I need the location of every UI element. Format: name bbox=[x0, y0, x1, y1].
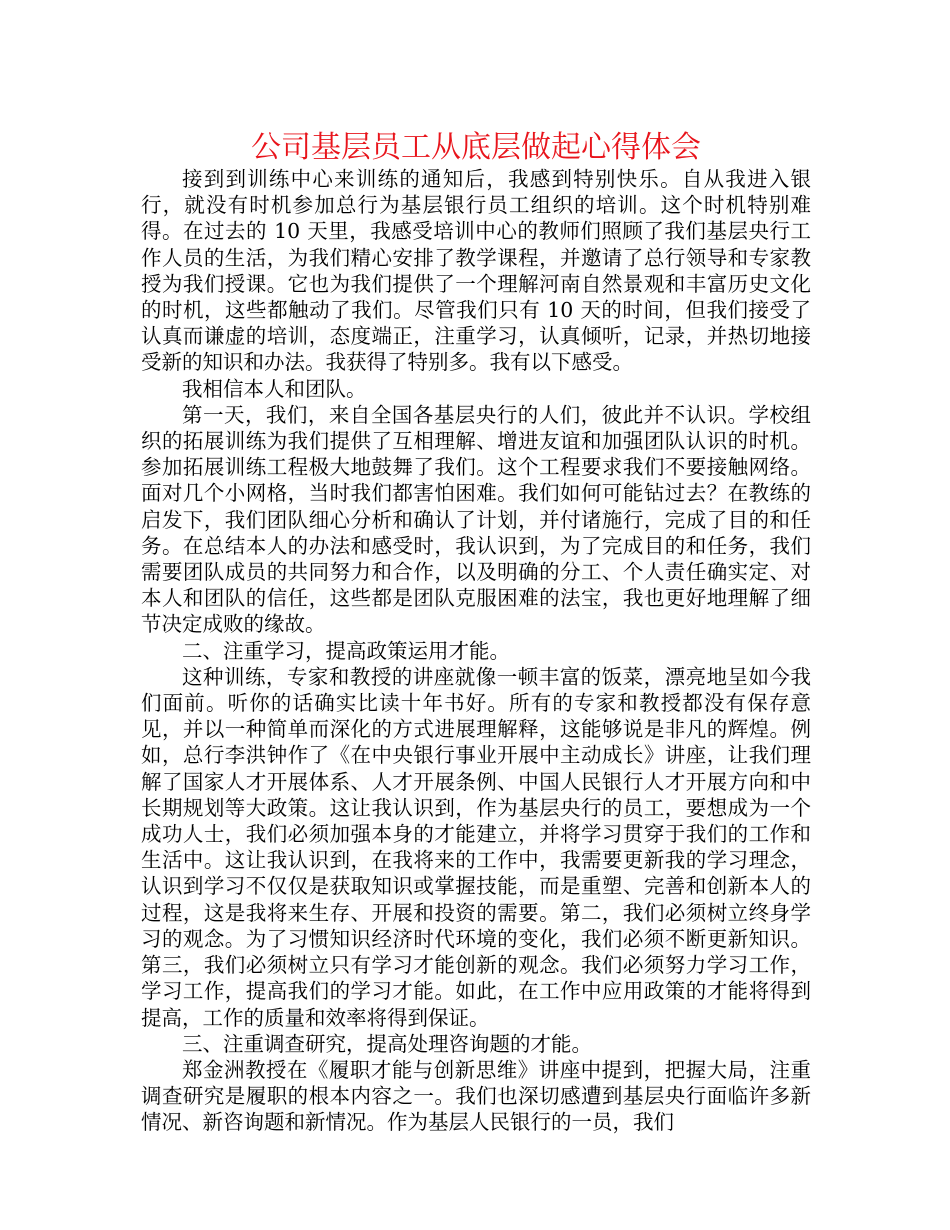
paragraph-heading-trust: 我相信本人和团队。 bbox=[182, 376, 367, 401]
paragraph-learning: 这种训练，专家和教授的讲座就像一顿丰富的饭菜，漂亮地呈如今我们面前。听你的话确实比读十年书好。所有的专家和教授都没有保存意见，并以一种简单而深化的方式进展理解释，这能够说是非凡的辉煌。例如，总行李洪钟作了《在中央银行事业开展中主动成长》讲座，让我们理解了国家人才开展体系、人才开展条例、中国人民银行人才开展方向和中长期规划等大政策。这让我认识到，作为基层央行的员工，要想成为一个成功人士，我们必须加强本身的才能建立，并将学习贯穿于我们的工作和生活中。这让我认识到，在我将来的工作中，我需要更新我的学习理念，认识到学习不仅仅是获取知识或掌握技能，而是重塑、完善和创新本人的过程，这是我将来生存、开展和投资的需要。第二，我们必须树立终身学习的观念。为了习惯知识经济时代环境的变化，我们必须不断更新知识。第三，我们必须树立只有学习才能创新的观念。我们必须努力学习工作，学习工作，提高我们的学习才能。如此，在工作中应用政策的才能将得到提高，工作的质量和效率将得到保证。 bbox=[141, 664, 811, 1030]
paragraph-intro: 接到到训练中心来训练的通知后，我感到特别快乐。自从我进入银行，就没有时机参加总行为基层银行员工组织的培训。这个时机特别难得。在过去的 10 天里，我感受培训中心的教师们照顾了我们基层央行工作人员的生活，为我们精心安排了教学课程，并邀请了总行领导和专家教授为我们授课。它也为我们提供了一个理解河南自然景观和丰富历史文化的时机，这些都触动了我们。尽管我们只有 10 天的时间，但我们接受了认真而谦虚的培训，态度端正，注重学习，认真倾听，记录，并热切地接受新的知识和办法。我获得了特别多。我有以下感受。 bbox=[141, 167, 811, 375]
paragraph-heading-research: 三、注重调查研究，提高处理咨询题的才能。 bbox=[182, 1031, 592, 1056]
document-page bbox=[141, 128, 811, 1136]
document-title: 公司基层员工从底层做起心得体会 bbox=[251, 130, 701, 165]
paragraph-research: 郑金洲教授在《履职才能与创新思维》讲座中提到，把握大局，注重调查研究是履职的根本内容之一。我们也深切感遭到基层央行面临许多新情况、新咨询题和新情况。作为基层人民银行的一员，我们 bbox=[141, 1057, 811, 1135]
paragraph-heading-learning: 二、注重学习，提高政策运用才能。 bbox=[182, 638, 510, 663]
document-body bbox=[141, 166, 811, 1136]
paragraph-teamwork: 第一天，我们，来自全国各基层央行的人们，彼此并不认识。学校组织的拓展训练为我们提供了互相理解、增进友谊和加强团队认识的时机。参加拓展训练工程极大地鼓舞了我们。这个工程要求我们不要接触网络。面对几个小网格，当时我们都害怕困难。我们如何可能钻过去？在教练的启发下，我们团队细心分析和确认了计划，并付诸施行，完成了目的和任务。在总结本人的办法和感受时，我认识到，为了完成目的和任务，我们需要团队成员的共同努力和合作，以及明确的分工、个人责任确实定、对本人和团队的信任，这些都是团队克服困难的法宝，我也更好地理解了细节决定成败的缘故。 bbox=[141, 402, 811, 637]
